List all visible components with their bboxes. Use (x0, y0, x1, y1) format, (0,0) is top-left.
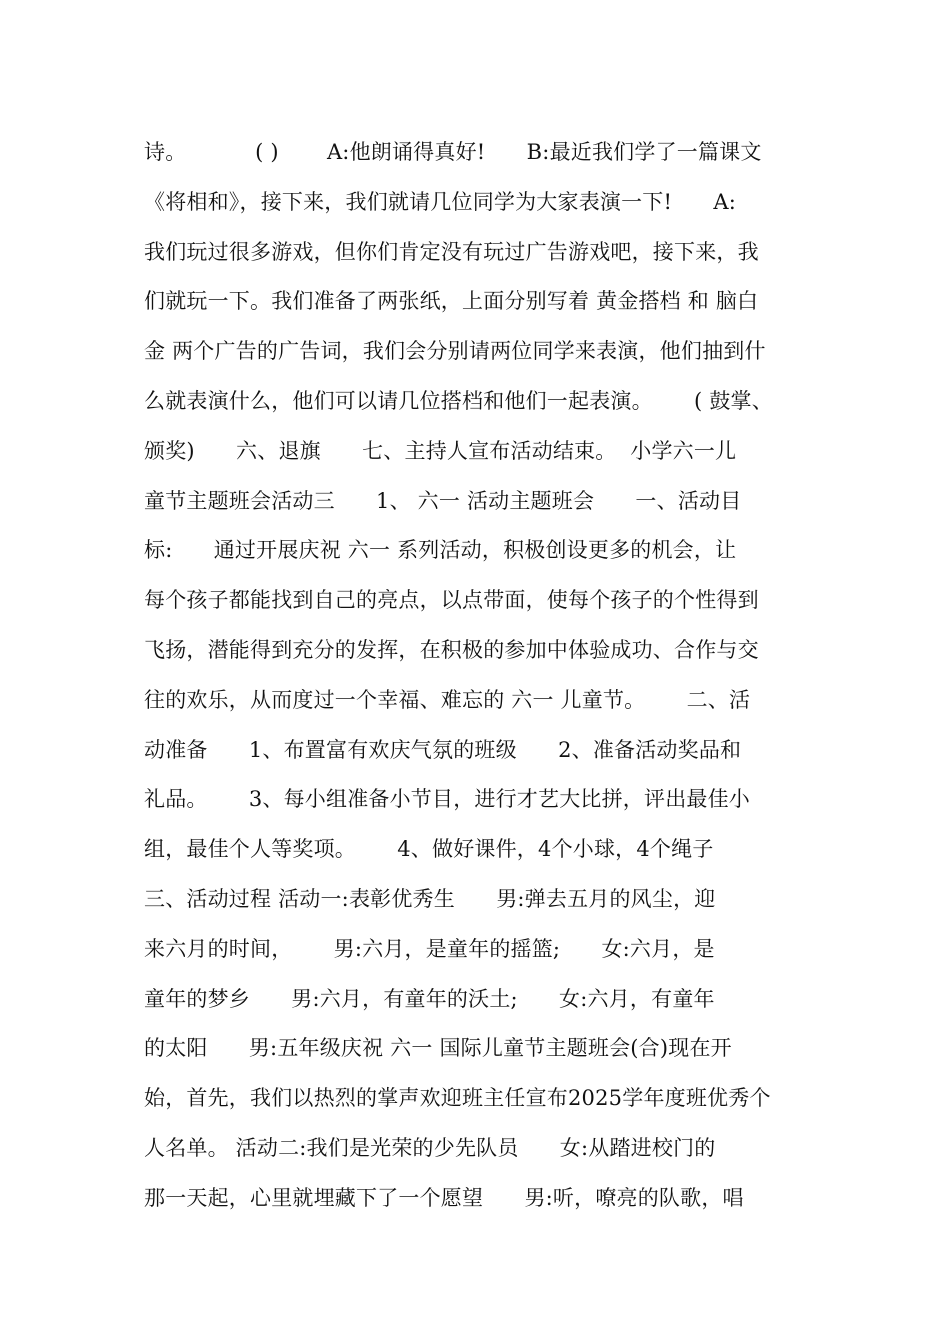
text-line: 们就玩一下。我们准备了两张纸，上面分别写着 黄金搭档 和 脑白 (144, 289, 759, 314)
text-line: 每个孩子都能找到自己的亮点，以点带面，使每个孩子的个性得到 (144, 588, 759, 613)
text-line: 三、活动过程 活动一:表彰优秀生 男:弹去五月的风尘，迎 (144, 886, 716, 911)
text-line: 动准备 1、布置富有欢庆气氛的班级 2、准备活动奖品和 (144, 737, 742, 762)
text-line: 我们玩过很多游戏，但你们肯定没有玩过广告游戏吧，接下来，我 (144, 239, 759, 264)
text-line: 金 两个广告的广告词，我们会分别请两位同学来表演，他们抽到什 (144, 339, 766, 364)
text-line: 标: 通过开展庆祝 六一 系列活动，积极创设更多的机会，让 (144, 538, 737, 563)
text-line: 组，最佳个人等奖项。 4、做好课件，4个小球，4个绳子 (144, 837, 714, 862)
text-line: 诗。 ( ) A:他朗诵得真好! B:最近我们学了一篇课文 (144, 140, 762, 164)
text-line: 童节主题班会活动三 1、 六一 活动主题班会 一、活动目 (144, 488, 742, 513)
text-line: 童年的梦乡 男:六月，有童年的沃土; 女:六月，有童年 (144, 986, 715, 1011)
text-line: 往的欢乐，从而度过一个幸福、难忘的 六一 儿童节。 二、活 (144, 687, 751, 712)
text-line: 颁奖) 六、退旗 七、主持人宣布活动结束。 小学六一儿 (144, 438, 737, 463)
text-line: 人名单。 活动二:我们是光荣的少先队员 女:从踏进校门的 (144, 1135, 716, 1160)
text-line: 么就表演什么，他们可以请几位搭档和他们一起表演。 ( 鼓掌、 (144, 388, 773, 413)
text-line: 的太阳 男:五年级庆祝 六一 国际儿童节主题班会(合)现在开 (144, 1036, 732, 1061)
document-body (144, 128, 814, 1224)
text-line: 那一天起，心里就埋藏下了一个愿望 男:听，嘹亮的队歌，唱 (144, 1185, 744, 1210)
text-line: 飞扬，潜能得到充分的发挥，在积极的参加中体验成功、合作与交 (144, 637, 759, 662)
text-line: 《将相和》，接下来，我们就请几位同学为大家表演一下! A: (144, 189, 737, 214)
text-line: 始，首先，我们以热烈的掌声欢迎班主任宣布2025学年度班优秀个 (144, 1086, 771, 1111)
text-line: 来六月的时间， 男:六月，是童年的摇篮; 女:六月，是 (144, 936, 715, 961)
text-line: 礼品。 3、每小组准备小节目，进行才艺大比拼，评出最佳小 (144, 787, 751, 812)
